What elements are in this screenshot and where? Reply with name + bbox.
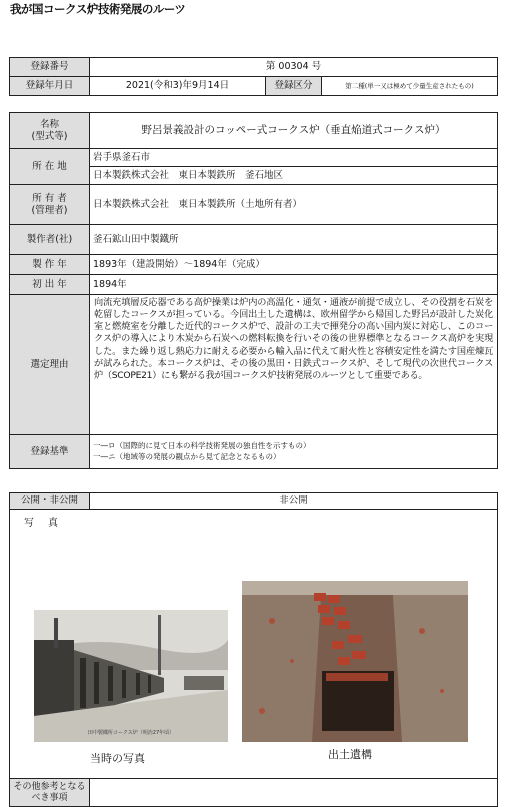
location-value-city: 岩手県釜石市	[90, 149, 498, 167]
historical-photo	[34, 610, 228, 742]
owner-value: 日本製鉄株式会社 東日本製鉄所（土地所有者）	[90, 185, 498, 225]
owner-label: 所 有 者 (管理者)	[10, 185, 90, 225]
maker-label: 製作者(社)	[10, 225, 90, 255]
page-title: 我が国コークス炉技術発展のルーツ	[10, 2, 186, 16]
selection-reason-value: 向流充填層反応器である高炉操業は炉内の高温化・通気・通液が前提で成立し、その役割を石炭を乾留したコークスが担っている。今回出土した遺構は、欧州留学から帰国した野呂が設計した炭化室と燃焼室を分離した近代的コークス炉で、設計の工夫で揮発分の高い国内炭に対応し、このコークス炉の導入により木炭から石炭への燃料転換を行いその後の世界標準となるコークス高炉を実現した。また繰り返し熱応力に耐える必要から輸入品に代えて耐火性と容積安定性を満たす国産煉瓦が試みられた。本コークス炉は、その後の黒田・日鉄式コークス炉、そして現代の次世代コークス炉（SCOPE21）にも繋がる我が国コークス炉技術発展のルーツとして重要である。	[90, 295, 498, 435]
historical-photo-title: 当時の写真	[90, 752, 145, 765]
name-label: 名称 (型式等)	[10, 113, 90, 149]
registration-table	[9, 57, 498, 96]
public-value: 非公開	[90, 493, 498, 510]
maker-value: 釜石鉱山田中製鐵所	[90, 225, 498, 255]
notes-label: その他参考となるべき事項	[10, 779, 90, 807]
public-table	[9, 492, 498, 807]
notes-value	[90, 779, 498, 807]
details-table	[9, 112, 498, 469]
excavation-photo-title: 出土遺構	[328, 748, 372, 761]
selection-reason-label: 選定理由	[10, 295, 90, 435]
name-value: 野呂景義設計のコッペー式コークス炉（垂直焔道式コークス炉）	[90, 113, 498, 149]
photo-section	[10, 510, 498, 779]
registration-category-label: 登録区分	[266, 77, 322, 96]
year-label: 製 作 年	[10, 255, 90, 275]
registration-category-value: 第二種(単一又は極めて少量生産されたもの)	[322, 77, 498, 96]
criteria-values	[90, 435, 498, 469]
historical-photo-caption: 田中製鐵所コークス炉（明治27年頃）	[87, 730, 175, 736]
public-label: 公開・非公開	[10, 493, 90, 510]
first-year-value: 1894年	[90, 275, 498, 295]
criteria-label: 登録基準	[10, 435, 90, 469]
registration-number-value: 第 00304 号	[90, 58, 498, 77]
location-label: 所 在 地	[10, 149, 90, 185]
location-value-site: 日本製鉄株式会社 東日本製鉄所 釜石地区	[90, 167, 498, 185]
criteria-item-1: 一―ロ（国際的に見て日本の科学技術発展の独自性を示すもの）	[93, 441, 311, 451]
criteria-item-2: 一―ニ（地域等の発展の観点から見て記念となるもの）	[93, 451, 281, 461]
registration-date-value: 2021(令和3)年9月14日	[90, 77, 266, 96]
first-year-label: 初 出 年	[10, 275, 90, 295]
year-value: 1893年（建設開始）～1894年（完成）	[90, 255, 498, 275]
registration-number-label: 登録番号	[10, 58, 90, 77]
photo-label: 写真	[24, 518, 72, 529]
registration-date-label: 登録年月日	[10, 77, 90, 96]
excavation-photo	[242, 581, 468, 742]
